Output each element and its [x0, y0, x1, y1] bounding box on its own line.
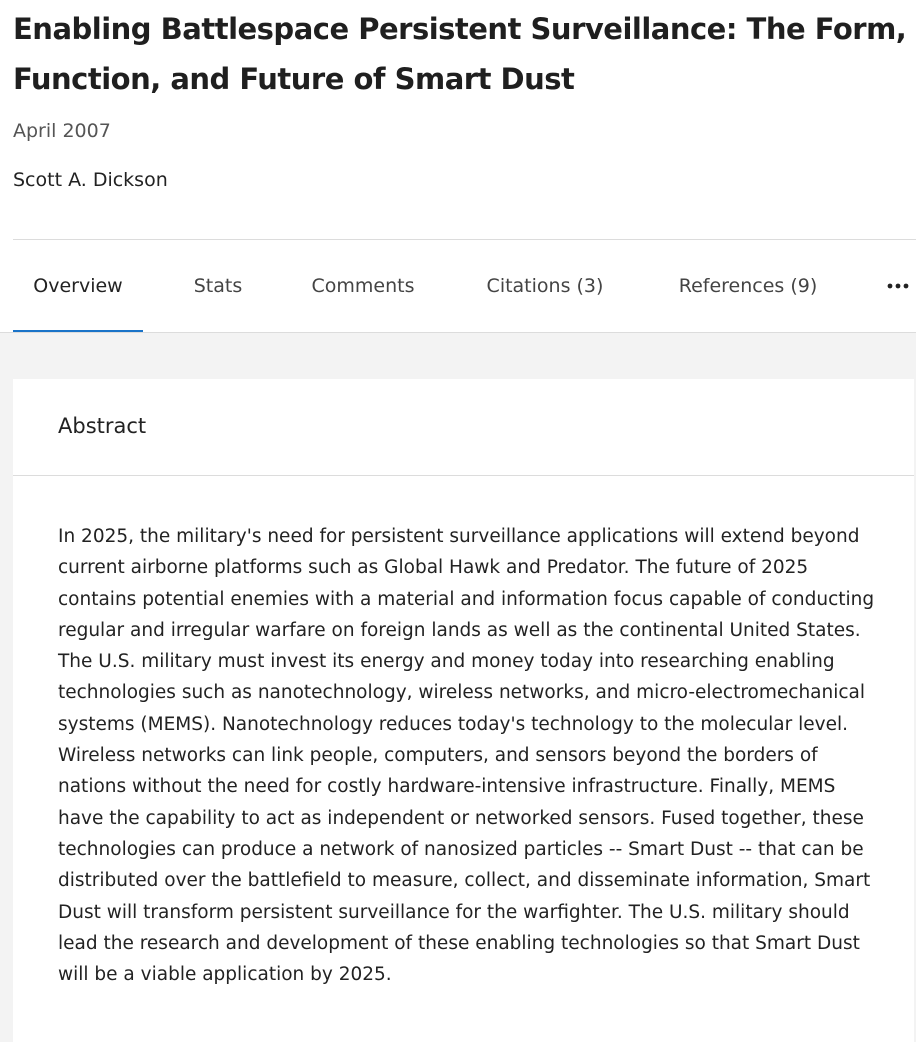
tab-references[interactable]: [663, 240, 833, 332]
tab-overview-label: Overview: [33, 275, 123, 297]
tab-citations-label: Citations (3): [486, 275, 604, 297]
tab-comments-label: Comments: [311, 275, 415, 297]
more-horizontal-icon[interactable]: [885, 240, 911, 332]
tab-comments[interactable]: [303, 240, 423, 332]
tab-overview[interactable]: [13, 240, 143, 332]
abstract-text: In 2025, the military's need for persistent surveillance applications will extend beyond current airborne platforms such as Global Hawk and Predator. The future of 2025 contains potential enemies with a material and information focus capable of conducting regular and irregular warfare on foreign lands as well as the continental United States. The U.S. military must invest its energy and money today into researching enabling technologies such as nanotechnology, wireless networks, and micro-electromechanical systems (MEMS). Nanotechnology reduces today's technology to the molecular level. Wireless networks can link people, computers, and sensors beyond the borders of nations without the need for costly hardware-intensive infrastructure. Finally, MEMS have the capability to act as independent or networked sensors. Fused together, these technologies can produce a network of nanosized particles -- Smart Dust -- that can be distributed over the battlefield to measure, collect, and disseminate information, Smart Dust will transform persistent surveillance for the warfighter. The U.S. military should lead the research and development of these enabling technologies so that Smart Dust will be a viable application by 2025.: [58, 526, 875, 986]
tab-bar: [13, 240, 916, 332]
abstract-divider: [13, 475, 914, 476]
tab-stats-label: Stats: [193, 275, 243, 297]
tab-stats[interactable]: [183, 240, 253, 332]
author-name[interactable]: Scott A. Dickson: [13, 169, 168, 191]
page-title: Enabling Battlespace Persistent Surveillance: The Form, Function, and Future of Smart Dust: [13, 12, 907, 96]
tab-references-label: References (9): [678, 275, 818, 297]
publication-date: April 2007: [13, 120, 111, 142]
abstract-heading: Abstract: [58, 414, 147, 438]
abstract-card: [13, 379, 914, 1042]
tab-citations[interactable]: [475, 240, 615, 332]
